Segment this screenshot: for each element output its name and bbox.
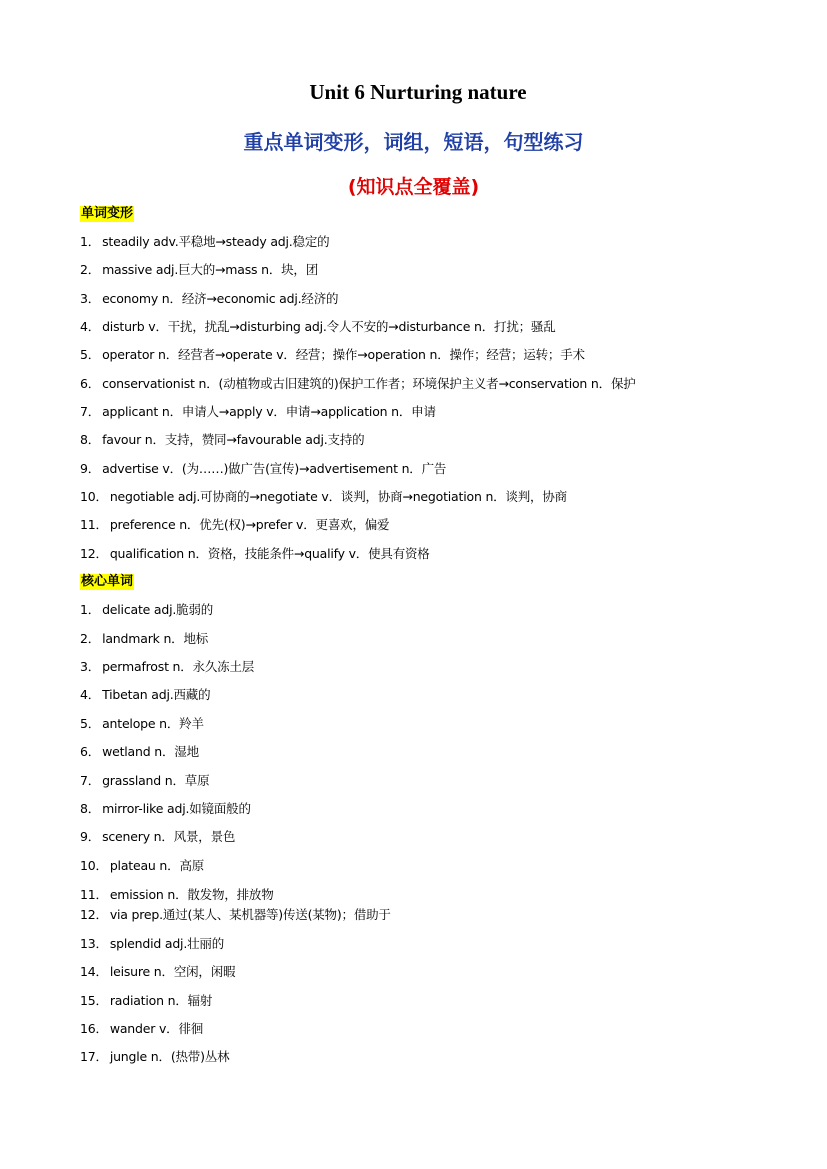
list-item: [80, 291, 338, 307]
item-number: 1．: [80, 602, 101, 617]
list-item: [80, 1049, 229, 1065]
item-text: economy n．经济→economic adj.经济的: [102, 291, 339, 306]
item-number: 5．: [80, 716, 101, 731]
item-number: 9．: [80, 461, 101, 476]
item-number: 3．: [80, 291, 101, 306]
list-item: [80, 404, 436, 420]
item-number: 11．: [80, 887, 108, 902]
item-text: mirror-like adj.如镜面般的: [102, 801, 251, 816]
item-text: via prep.通过(某人、某机器等)传送(某物)；借助于: [109, 907, 391, 922]
item-number: 11．: [80, 517, 108, 532]
list-item: [80, 744, 199, 760]
item-text: disturb v．干扰，扰乱→disturbing adj.令人不安的→disturbance n．打扰；骚乱: [102, 319, 556, 334]
list-item: [80, 936, 224, 952]
item-number: 5．: [80, 347, 101, 362]
item-text: permafrost n．永久冻土层: [102, 659, 255, 674]
item-number: 3．: [80, 659, 101, 674]
item-text: scenery n．风景，景色: [102, 829, 236, 844]
item-number: 2．: [80, 262, 101, 277]
item-number: 14．: [80, 964, 108, 979]
list-item: [80, 858, 204, 874]
item-number: 2．: [80, 631, 101, 646]
item-number: 4．: [80, 319, 101, 334]
item-text: grassland n．草原: [102, 773, 210, 788]
item-number: 7．: [80, 404, 101, 419]
item-number: 9．: [80, 829, 101, 844]
item-number: 12．: [80, 907, 108, 922]
item-text: negotiable adj.可协商的→negotiate v．谈判，协商→negotiation n．谈判，协商: [109, 489, 567, 504]
list-item: [80, 461, 446, 477]
item-text: conservationist n．(动植物或古旧建筑的)保护工作者；环境保护主义者→conservation n．保护: [102, 376, 636, 391]
item-text: favour n．支持，赞同→favourable adj.支持的: [102, 432, 365, 447]
item-text: delicate adj.脆弱的: [102, 602, 214, 617]
item-text: advertise v．(为……)做广告(宣传)→advertisement n．广告: [102, 461, 447, 476]
item-text: landmark n．地标: [102, 631, 209, 646]
item-text: antelope n．羚羊: [102, 716, 204, 731]
page-subtitle: 重点单词变形，词组，短语，句型练习: [243, 130, 584, 154]
item-number: 6．: [80, 744, 101, 759]
item-number: 1．: [80, 234, 101, 249]
item-text: massive adj.巨大的→mass n．块，团: [102, 262, 319, 277]
item-number: 16．: [80, 1021, 108, 1036]
list-item: [80, 376, 636, 392]
item-text: applicant n．申请人→apply v．申请→application n．申请: [102, 404, 436, 419]
item-text: splendid adj.壮丽的: [109, 936, 225, 951]
item-number: 7．: [80, 773, 101, 788]
list-item: [80, 546, 430, 562]
list-item: [80, 801, 251, 817]
list-item: [80, 631, 208, 647]
page-subtitle-coverage: (知识点全覆盖): [347, 176, 480, 198]
section-heading-core-words: 核心单词: [81, 574, 134, 589]
list-item: [80, 489, 567, 505]
list-item: [80, 659, 254, 675]
item-number: 10．: [80, 489, 108, 504]
list-item: [80, 347, 585, 363]
list-item: [80, 887, 274, 903]
item-number: 6．: [80, 376, 101, 391]
list-item: [80, 773, 209, 789]
item-text: qualification n．资格，技能条件→qualify v．使具有资格: [109, 546, 430, 561]
item-number: 8．: [80, 432, 101, 447]
list-item: [80, 687, 210, 703]
item-text: jungle n．(热带)丛林: [109, 1049, 230, 1064]
item-number: 13．: [80, 936, 108, 951]
item-text: operator n．经营者→operate v．经营；操作→operation n．操作；经营；运转；手术: [102, 347, 585, 362]
list-item: [80, 432, 364, 448]
list-item: [80, 1021, 203, 1037]
list-item: [80, 319, 556, 335]
item-text: preference n．优先(权)→prefer v．更喜欢，偏爱: [109, 517, 390, 532]
item-text: wander v．徘徊: [109, 1021, 204, 1036]
item-text: leisure n．空闲，闲暇: [109, 964, 236, 979]
list-item: [80, 829, 235, 845]
list-item: [80, 993, 212, 1009]
item-number: 4．: [80, 687, 101, 702]
item-text: emission n．散发物，排放物: [109, 887, 274, 902]
list-item: [80, 964, 235, 980]
item-number: 8．: [80, 801, 101, 816]
item-number: 10．: [80, 858, 108, 873]
list-item: [80, 602, 213, 618]
list-item: [80, 716, 204, 732]
list-item: [80, 517, 389, 533]
item-text: wetland n．湿地: [102, 744, 199, 759]
item-text: Tibetan adj.西藏的: [102, 687, 211, 702]
list-item: [80, 262, 318, 278]
list-item: [80, 907, 391, 923]
item-number: 15．: [80, 993, 108, 1008]
section-heading-word-forms: 单词变形: [81, 206, 134, 221]
item-number: 12．: [80, 546, 108, 561]
list-item: [80, 234, 329, 250]
item-text: steadily adv.平稳地→steady adj.稳定的: [102, 234, 330, 249]
item-text: radiation n．辐射: [109, 993, 213, 1008]
item-text: plateau n．高原: [109, 858, 205, 873]
page-title: Unit 6 Nurturing nature: [309, 80, 527, 104]
item-number: 17．: [80, 1049, 108, 1064]
